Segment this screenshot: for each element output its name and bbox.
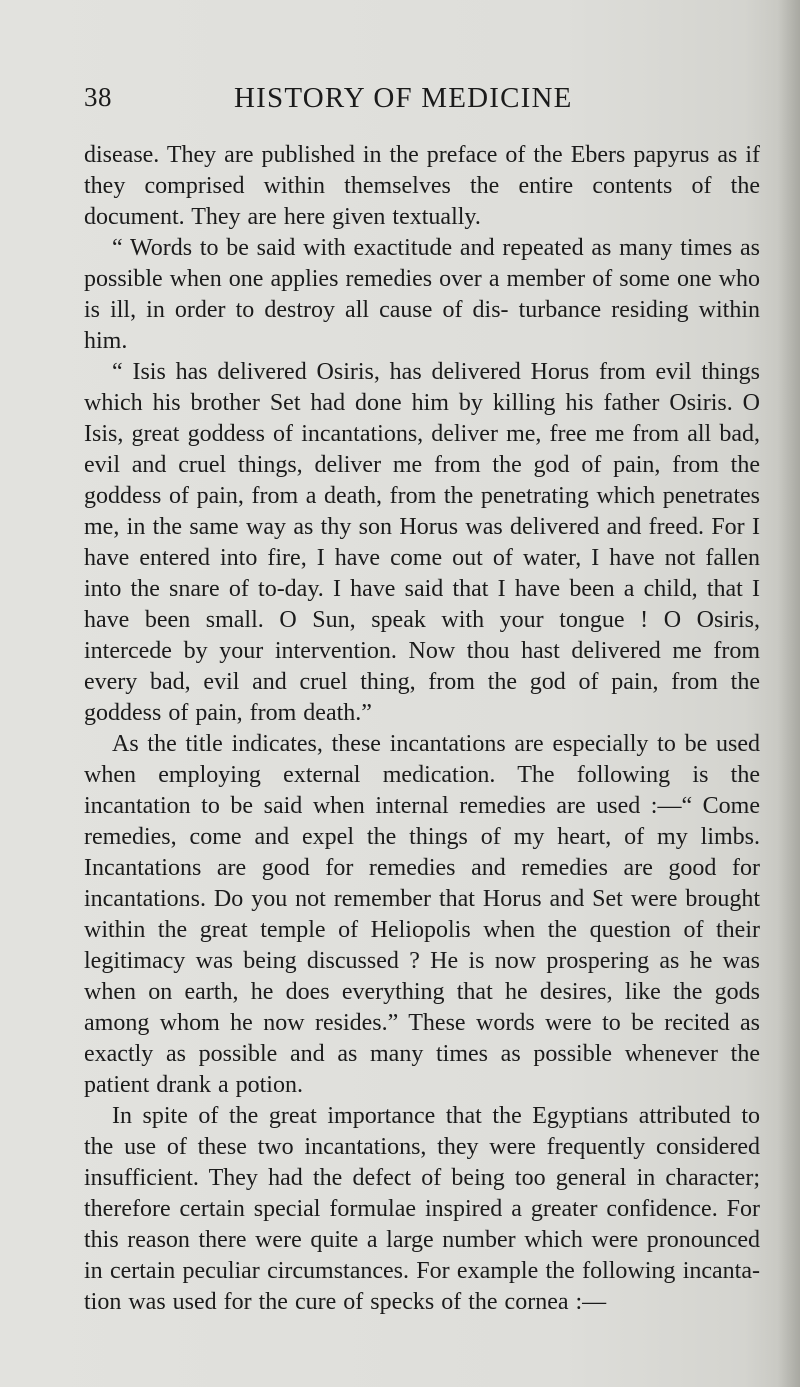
page-header [84, 82, 760, 122]
paragraph: “ Words to be said with exactitude and repeated as many times as possible when one applies remedies over a member of some one who is ill, in order to destroy all cause of dis- turbance residing within him. [84, 235, 760, 354]
paragraph: disease. They are published in the preface of the Ebers papyrus as if they comprised within themselves the entire contents of the document. They are here given textually. [84, 142, 760, 230]
paragraph: As the title indicates, these incantations are especially to be used when employing external medication. The following is the incantation to be said when internal remedies are used :—“ Come remedies, come and expel the things of my heart, of my limbs. Incantations are good for remedies and remedies are good for incantations. Do you not remember that Horus and Set were brought within the great temple of Heliopolis when the question of their legitimacy was being discussed ? He is now prospering as he was when on earth, he does everything that he desires, like the gods among whom he now resides.” These words were to be recited as exactly as possible and as many times as possible whenever the patient drank a potion. [84, 731, 760, 1098]
running-head: HISTORY OF MEDICINE [234, 82, 573, 114]
paragraph: “ Isis has delivered Osiris, has delivered Horus from evil things which his brother Set had done him by killing his father Osiris. O Isis, great goddess of incantations, deliver me, free me from all bad, evil and cruel things, deliver me from the god of pain, from the goddess of pain, from a death, from the penetrating which penetrates me, in the same way as thy son Horus was delivered and freed. For I have entered into fire, I have come out of water, I have not fallen into the snare of to-day. I have said that I have been a child, that I have been small. O Sun, speak with your tongue ! O Osiris, intercede by your intervention. Now thou hast delivered me from every bad, evil and cruel thing, from the god of pain, from the goddess of pain, from death.” [84, 359, 760, 726]
paragraph: In spite of the great importance that the Egyptians attributed to the use of these two incantations, they were frequently considered insufficient. They had the defect of being too general in character; therefore certain special formulae inspired a greater confidence. For this reason there were quite a large number which were pronounced in certain peculiar circumstances. For example the following incanta- tion was used for the cure of specks of the cornea :— [84, 1103, 760, 1315]
page-edge-shadow [778, 0, 800, 1387]
body-text [84, 140, 760, 1318]
page-number: 38 [84, 82, 112, 112]
